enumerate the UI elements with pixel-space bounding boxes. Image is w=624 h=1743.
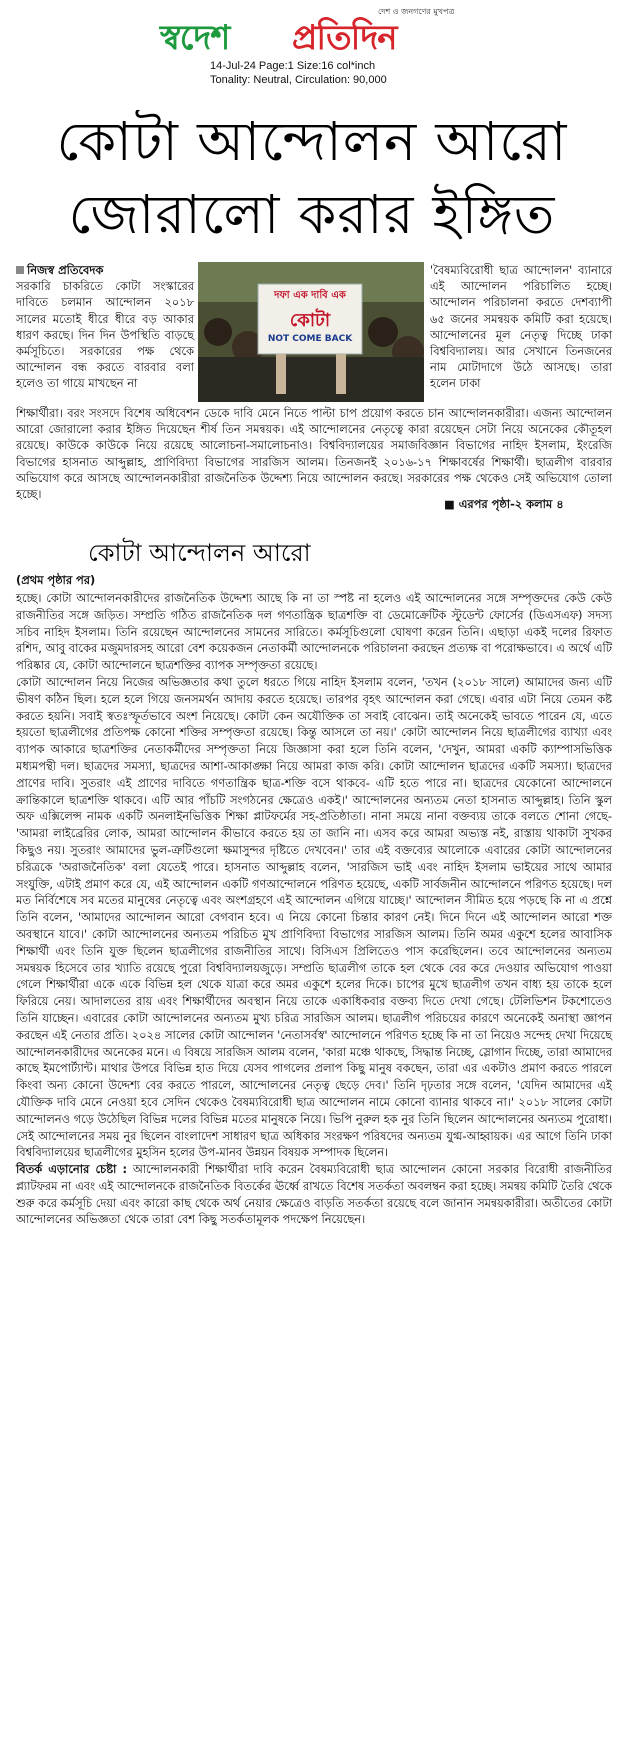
article-lead-text: সরকারি চাকরিতে কোটা সংস্কারের দাবিতে চলমান আন্দোলন ২০১৮ সালের মতোই ধীরে ধীরে বড় আকার ধারণ করছে। দিন দিন উপস্থিতি বাড়ছে কর্মসূচিতে। সরকারের পক্ষ থেকে আন্দোলন বন্ধ করতে বারবার বলা হলেও তা গায়ে মাখছেন না — [16, 279, 194, 391]
continuation-body — [16, 590, 612, 1228]
byline: নিজস্ব প্রতিবেদক — [27, 263, 104, 277]
protest-photo — [198, 262, 424, 402]
article-right-column — [430, 262, 612, 392]
logo-part2: প্রতিদিন — [292, 18, 397, 58]
sign-line3: NOT COME BACK — [267, 334, 353, 344]
continuation-label: (প্রথম পৃষ্ঠার পর) — [16, 573, 96, 587]
article-left-column — [16, 262, 194, 392]
clipping-meta-tonality: Tonality: Neutral, Circulation: 90,000 — [210, 74, 387, 86]
continuation-subhead: বিতর্ক এড়ানোর চেষ্টা : — [16, 1162, 128, 1177]
continuation-paragraph-3 — [16, 1161, 612, 1228]
masthead — [0, 0, 624, 92]
sign-line2: কোটা — [289, 310, 331, 331]
newspaper-logo — [160, 6, 460, 56]
clipping-meta-date-page: 14-Jul-24 Page:1 Size:16 col*inch — [210, 60, 376, 72]
continuation-heading: কোটা আন্দোলন আরো — [88, 539, 311, 567]
article-wide-text — [16, 405, 612, 502]
byline-marker-icon — [16, 266, 24, 274]
continuation-paragraph-2: কোটা আন্দোলন নিয়ে নিজের অভিজ্ঞতার কথা তুলে ধরতে গিয়ে নাহিদ ইসলাম বলেন, 'তখন (২০১৮ সালে) আমাদের জন্য এটি ভীষণ কঠিন ছিল। হলে হলে গিয়ে জনসমর্থন আদায় করতে হয়েছে। তারপর বৃহৎ আন্দোলন করা গেছে। এবার এটা নিয়ে তেমন কষ্ট করতে হয়নি। সবাই স্বতঃস্ফূর্তভাবে অংশ নিয়েছে। কোটা কেন অযৌক্তিক তা সবাই বোঝেন। তাই অনেকেই ভাবতে পারেন যে, এতে হয়তো ছাত্রলীগের প্রতিপক্ষ কোনো শক্তির সম্পৃক্ততা রয়েছে। কিন্তু আসলে তা নয়।' কোটা আন্দোলন নিয়ে ছাত্রলীগের ব্যাখ্যা এবং ব্যাপক আকারে ছাত্রশক্তির নেতাকর্মীদের সম্পৃক্ততা নিয়ে জিজ্ঞাসা করা হলে তিনি বলেন, 'দেখুন, আমরা একটি ক্যাম্পাসভিত্তিক মধ্যমপন্থী দল। ছাত্রদের সমস্যা, ছাত্রদের আশা-আকাঙ্ক্ষা নিয়ে আমরা কাজ করি। কোটা আন্দোলন ছাত্রদের একটি সমস্যা। ছাত্রদের প্রাণের দাবি। সুতরাং এই প্রাণের দাবিতে গণতান্ত্রিক ছাত্র-শক্তি বসে থাকবে- এটি হতে পারে না। ছাত্রদের যেকোনো আন্দোলনে ক্রান্তিকালে ছাত্রশক্তি থাকবে। এটি আর পাঁচটি সংগঠনের ক্ষেত্রেও একই।' আন্দোলনের অন্যতম নেতা হাসনাত আব্দুল্লাহ। তিনি স্কুল অফ এক্সিলেন্স নামক একটি অনলাইনভিত্তিক শিক্ষা প্লাটফর্মের সহ-প্রতিষ্ঠাতা। নানা সময়ে নানা বক্তব্যয় তাকে বলতে শোনা গেছে-'আমরা লাইব্রেরির লোক, আমরা আন্দোলন কীভাবে করতে হয় তা জানি না। এসব করে আমরা অভ্যস্ত নই, রাস্তায় থাকাটা সুখকর কিছুও নয়। সুতরাং আমাদের ভুল-ত্রুটিগুলো ক্ষমাসুন্দর দৃষ্টিতে দেখবেন।' তার এই বক্তব্যের আলোকে এবারের কোটা আন্দোলনের চরিত্রকে 'অরাজনৈতিক' বলা যেতেই পারে। হাসনাত আব্দুল্লাহ বলেন, 'সারজিস ভাই এবং নাহিদ ইসলাম ভাইয়ের সাথে আমার সংযুক্তি, এটাই প্রমাণ করে যে, এই আন্দোলন একটি গণআন্দোলনে পরিণত হয়েছে, একটি সার্বজনীন আন্দোলনে পরিণত হয়েছে। দল মত নির্বিশেষে সব মতের মানুষের নেতৃত্বে এবং অংশগ্রহণে এই আন্দোলন এগিয়ে যাচ্ছে।' আন্দোলন সীমিত হয়ে পড়ছে কি না এ প্রশ্নে তিনি বলেন, 'আমাদের আন্দোলন আরো বেগবান হবে। এ নিয়ে কোনো চিন্তার কারণ নেই। দিনে দিনে এই আন্দোলন আরো শক্ত অবস্থানে যাবে।' কোটা আন্দোলনের অন্যতম পরিচিত মুখ প্রাণিবিদ্যা বিভাগের সারজিস আলম। তিনি অমর একুশে হলের আবাসিক শিক্ষার্থী এবং তিনি যুক্ত ছিলেন ছাত্রলীগের রাজনীতির সাথে। বিসিএস প্রিলিতেও পাস করেছিলেন। তবে আন্দোলনের অন্যতম সমন্বয়ক হিসেবে তার খ্যাতি রয়েছে পুরো বিশ্ববিদ্যালয়জুড়ে। সম্প্রতি ছাত্রলীগ তাকে হল থেকে বের করে দেওয়ার অভিযোগ পাওয়া গেলে শিক্ষার্থীরা একে একে বিভিন্ন হল থেকে যাত্রা করে অমর একুশে হলের দিকে। চাপের মুখে ছাত্রলীগ তখন বাধ্য হয় তাকে হলে ফিরিয়ে নেয়। আদালতের রায় এবং শিক্ষার্থীদের অবস্থান নিয়ে তাকে একাধিকবার বক্তব্য দিতে দেখা গেছে। টেলিভিশন টকশোতেও তিনি যাচ্ছেন। এবারের কোটা আন্দোলনের অন্যতম মুখ্য চরিত্র সারজিস আলম। ছাত্রলীগ পরিচয়ের কারণে অনেকেই অনাস্থা জ্ঞাপন করছেন এই নেতার প্রতি। ২০২৪ সালের কোটা আন্দোলন 'নেতাসর্বস্ব' আন্দোলনে পরিণত হচ্ছে কি না তা নিয়েও সন্দেহ দেখা দিয়েছে আন্দোলনকারীদের অনেকের মনে। এ বিষয়ে সারজিস আলম বলেন, 'কারা মঞ্চে থাকছে, সিদ্ধান্ত নিচ্ছে, স্লোগান দিচ্ছে, তারা আমাদের কাছে ইমপোর্ট্যান্ট। মাথার উপরে বিভিন্ন হাত দিয়ে যেসব পাগলের প্রলাপ কিছু মানুষ বকছেন, তারা এর একটাও প্রমাণ করতে পারলে কিংবা অন্য কোনো উদ্দেশ্য বের করতে পারলে, আন্দোলনের নেতৃত্ব ছেড়ে দেব।' তিনি দৃঢ়তার সঙ্গে বলেন, 'যেদিন আমাদের এই যৌক্তিক দাবি মেনে নেওয়া হবে সেদিন থেকেও বৈষম্যবিরোধী ছাত্র আন্দোলন নামে কোনো ব্যানার থাকবে না।' ২০১৮ সালের কোটা আন্দোলনও গড়ে উঠেছিল বিভিন্ন দলের বিভিন্ন মতের মানুষকে নিয়ে। ভিপি নুরুল হক নুর তিনি ছিলেন আন্দোলনের অন্যতম পুরোধা। সেই আন্দোলনের সময় নুর ছিলেন বাংলাদেশ সাধারণ ছাত্র অধিকার সংরক্ষণ পরিষদের অন্যতম যুগ্ম-আহ্বায়ক। এর আগে তিনি ঢাকা বিশ্ববিদ্যালয়ের ছাত্রলীগের মুহসিন হলের উপ-মানব উন্নয়ন বিষয়ক সম্পাদক ছিলেন। — [16, 674, 612, 1160]
article-wide-paragraph: শিক্ষার্থীরা। বরং সংসদে বিশেষ অধিবেশন ডেকে দাবি মেনে নিতে পাল্টা চাপ প্রয়োগ করতে চান আন্দোলনকারীরা। এজন্য আন্দোলন আরো জোরালো করার ইঙ্গিত দিয়েছেন শীর্ষ তিন সমন্বয়ক। এই আন্দোলনের নেতৃত্বে কারা রয়েছেন সেটা নিয়ে অনেকের কৌতূহল রয়েছে। কাউকে কাউকে নিয়ে রয়েছে আলোচনা-সমালোচনাও। বিশ্ববিদ্যালয়ের সমাজবিজ্ঞান বিভাগের নাহিদ ইসলাম, ইংরেজি বিভাগের হাসনাত আব্দুল্লাহ, প্রাণিবিদ্যা বিভাগের সারজিস আলম। তিনজনই ২০১৬-১৭ শিক্ষাবর্ষের শিক্ষার্থী। ছাত্রলীগ বারবার অভিযোগ করে আসছে আন্দোলনকারীরা রাজনৈতিক উদ্দেশ্য নিয়ে আন্দোলন করছে। সরকারের পক্ষ থেকেও সেই অভিযোগ তোলা হচ্ছে। — [16, 406, 612, 502]
logo-part1: স্বদেশ — [160, 18, 230, 58]
continuation-paragraph-1: হচ্ছে। কোটা আন্দোলনকারীদের রাজনৈতিক উদ্দেশ্য আছে কি না তা স্পষ্ট না হলেও এই আন্দোলনের সঙ্গে সম্পৃক্তদের কেউ কেউ রাজনীতির সঙ্গে জড়িত। সম্প্রতি গঠিত রাজনৈতিক দল গণতান্ত্রিক ছাত্রশক্তি বা ডেমোক্রেটিক স্টুডেন্ট ফোর্সের (ডিএসএফ) সদস্য সচিব নাহিদ ইসলাম। তিনি রয়েছেন আন্দোলনের সামনের সারিতে। কর্মসূচিগুলো ঘোষণা করেন তিনি। এছাড়া একই দলের রিফাত রশিদ, আবু বাকের মজুমদারসহ আরো বেশ কয়েকজন নেতাকর্মী আন্দোলনকে পরিচালনা করছেন প্রত্যক্ষ বা পরোক্ষভাবে। এ অর্থে এটি পরিষ্কার যে, কোটা আন্দোলনে ছাত্রশক্তির ব্যাপক সম্পৃক্ততা রয়েছে। — [16, 591, 613, 673]
article-right-text: 'বৈষম্যবিরোধী ছাত্র আন্দোলন' ব্যানারে এই আন্দোলন পরিচালিত হচ্ছে। আন্দোলন পরিচালনা করতে দেশব্যাপী ৬৫ জনের সমন্বয়ক কমিটি করা হয়েছে। আন্দোলনের মূল নেতৃত্ব দিচ্ছে ঢাকা বিশ্ববিদ্যালয়। আর সেখানে তিনজনের নাম মোটাদাগে উঠে আসছে। তারা হলেন ঢাকা — [430, 263, 612, 391]
headline-line2: জোরালো করার ইঙ্গিত — [68, 183, 556, 246]
headline-line1: কোটা আন্দোলন আরো — [56, 110, 568, 173]
continued-on-reference: ■ এরপর পৃষ্ঠা-২ কলাম ৪ — [444, 497, 564, 511]
continuation-paragraph-3-text: আন্দোলনকারী শিক্ষার্থীরা দাবি করেন বৈষম্যবিরোধী ছাত্র আন্দোলন কোনো সরকার বিরোধী রাজনীতির প্ল্যাটফরম না এবং এই আন্দোলনকে রাজনৈতিক বিতর্কের ঊর্ধ্বে রাখতে বিশেষ সতর্কতা অবলম্বন করা হচ্ছে। সমন্বয় কমিটি তৈরি থেকে শুরু করে কর্মসূচি দেয়া এবং কারো কাছ থেকে অর্থ নেয়ার ক্ষেত্রেও বাড়তি সতর্কতা রয়েছে বলে জানান সমন্বয়কারীরা। অতীতের কোটা আন্দোলনের অভিজ্ঞতা থেকে তারা বেশ কিছু সতর্কতামূলক পদক্ষেপ নিয়েছেন। — [16, 1162, 612, 1227]
logo-tagline: দেশ ও জনগণের মুখপত্র — [378, 7, 455, 16]
sign-line1: দফা এক দাবি এক — [274, 290, 346, 301]
